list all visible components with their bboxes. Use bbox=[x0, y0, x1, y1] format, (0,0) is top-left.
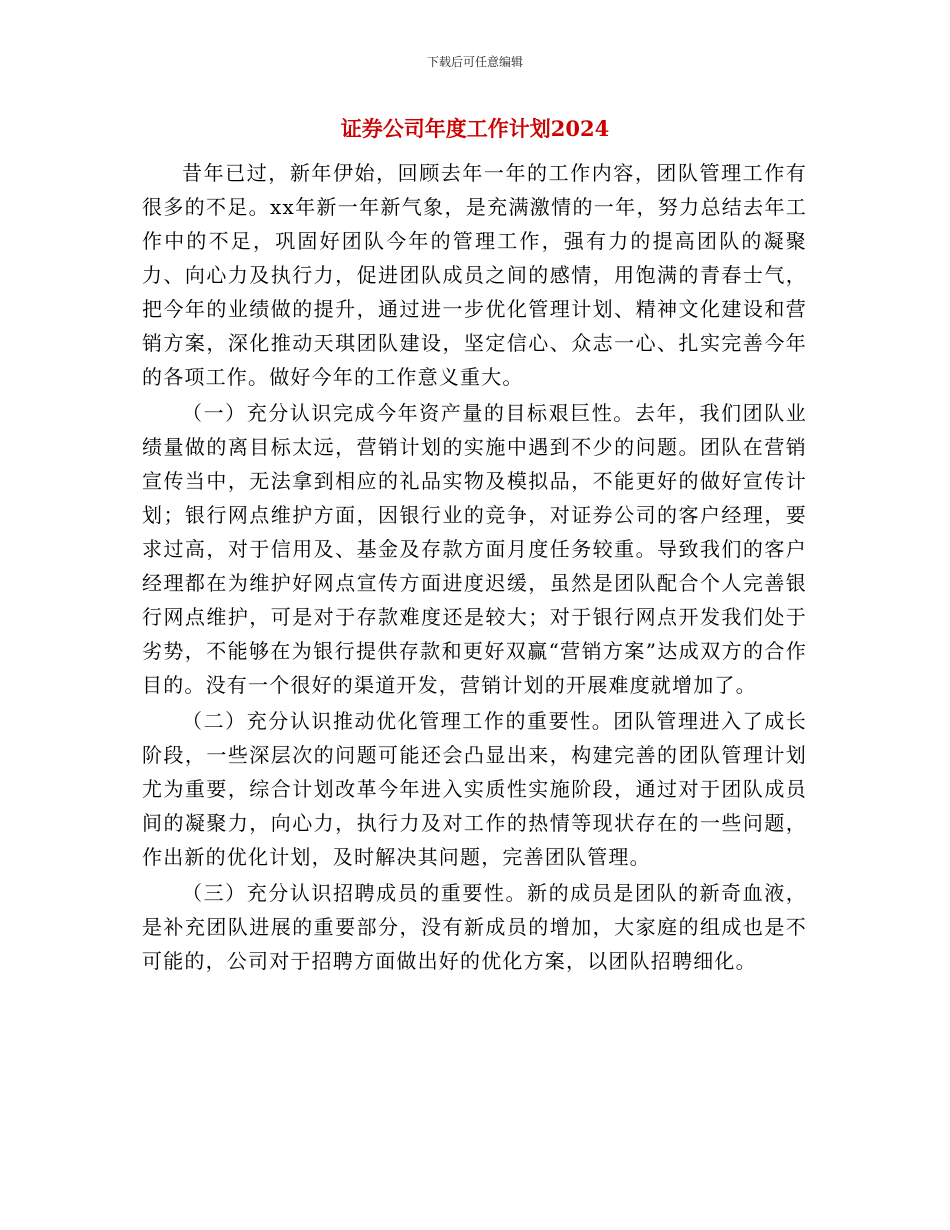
paragraph-intro: 昔年已过，新年伊始，回顾去年一年的工作内容，团队管理工作有很多的不足。xx年新一年新气象，是充满激情的一年，努力总结去年工作中的不足，巩固好团队今年的管理工作，强有力的提高团队的凝聚力、向心力及执行力，促进团队成员之间的感情，用饱满的青春士气，把今年的业绩做的提升，通过进一步优化管理计划、精神文化建设和营销方案，深化推动天琪团队建设，坚定信心、众志一心、扎实完善今年的各项工作。做好今年的工作意义重大。 bbox=[142, 161, 807, 389]
document-title: 证券公司年度工作计划2024 bbox=[340, 116, 610, 141]
paragraph-section-3: （三）充分认识招聘成员的重要性。新的成员是团队的新奇血液，是补充团队进展的重要部分，没有新成员的增加，大家庭的组成也是不可能的，公司对于招聘方面做出好的优化方案，以团队招聘细化。 bbox=[142, 881, 807, 973]
header-note: 下载后可任意编辑 bbox=[426, 55, 523, 69]
document-body bbox=[142, 156, 807, 980]
paragraph-section-2: （二）充分认识推动优化管理工作的重要性。团队管理进入了成长阶段，一些深层次的问题可能还会凸显出来，构建完善的团队管理计划尤为重要，综合计划改革今年进入实质性实施阶段，通过对于团队成员间的凝聚力，向心力，执行力及对工作的热情等现状存在的一些问题，作出新的优化计划，及时解决其问题，完善团队管理。 bbox=[142, 709, 807, 869]
paragraph-section-1: （一）充分认识完成今年资产量的目标艰巨性。去年，我们团队业绩量做的离目标太远，营销计划的实施中遇到不少的问题。团队在营销宣传当中，无法拿到相应的礼品实物及模拟品，不能更好的做好宣传计划；银行网点维护方面，因银行业的竞争，对证券公司的客户经理，要求过高，对于信用及、基金及存款方面月度任务较重。导致我们的客户经理都在为维护好网点宣传方面进度迟缓，虽然是团队配合个人完善银行网点维护，可是对于存款难度还是较大；对于银行网点开发我们处于劣势，不能够在为银行提供存款和更好双赢“营销方案”达成双方的合作目的。没有一个很好的渠道开发，营销计划的开展难度就增加了。 bbox=[142, 401, 807, 697]
